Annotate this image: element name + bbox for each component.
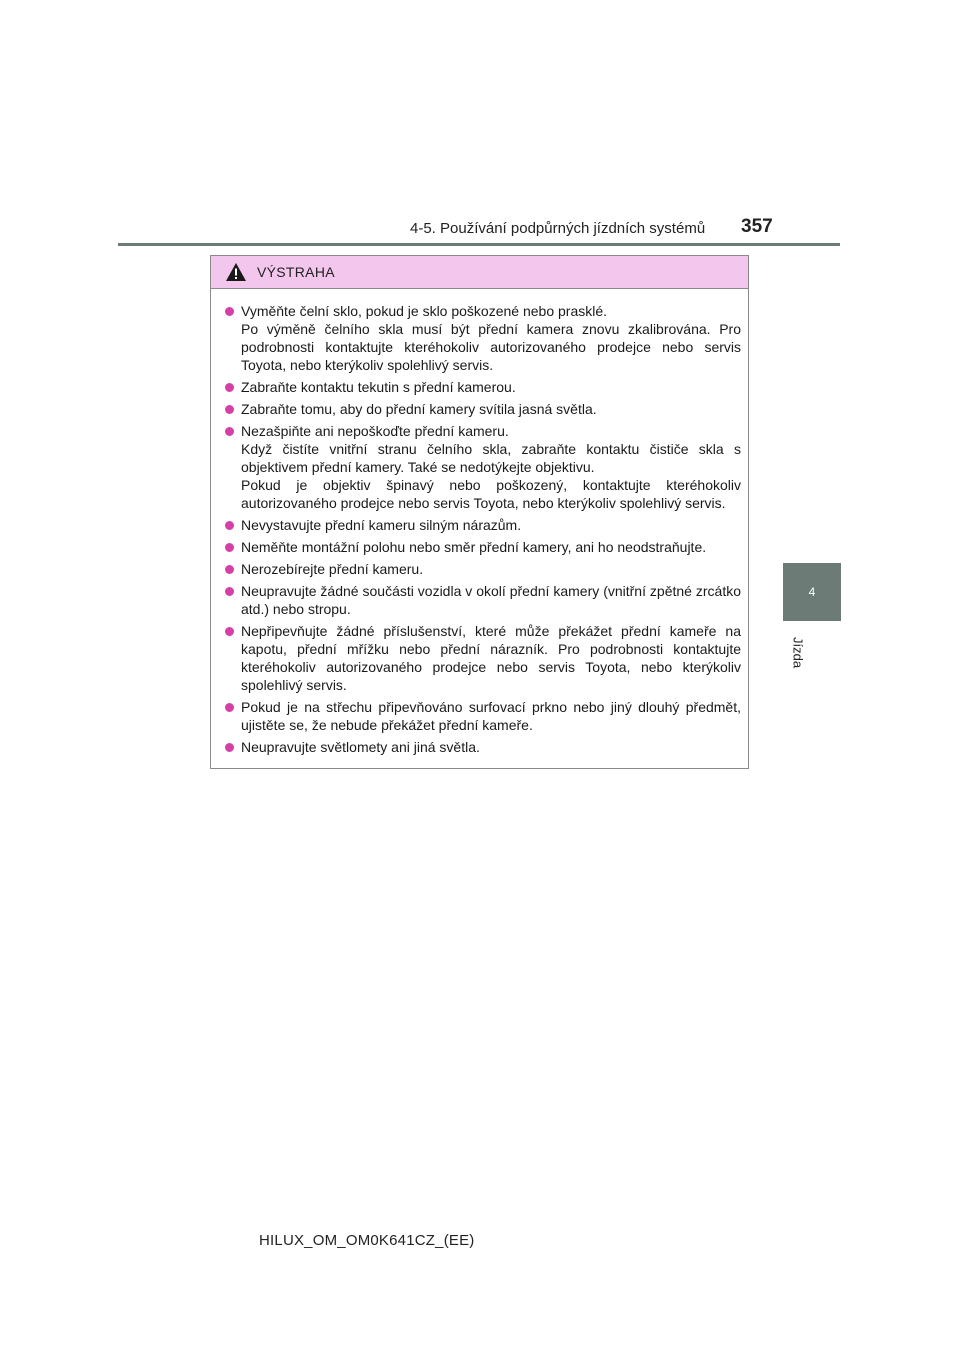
chapter-tab <box>783 563 841 621</box>
warning-item-text <box>241 622 741 694</box>
header-divider <box>118 243 840 246</box>
warning-item <box>225 516 741 534</box>
bullet-icon <box>225 627 234 636</box>
bullet-icon <box>225 521 234 530</box>
bullet-icon <box>225 543 234 552</box>
warning-triangle-icon <box>225 262 247 282</box>
warning-box <box>210 255 749 769</box>
warning-item-line: Když čistíte vnitřní stranu čelního skla, zabraňte kontaktu čističe skla s objektivem přední kamery. Také se nedotýkejte objektivu. <box>241 441 741 475</box>
bullet-icon <box>225 307 234 316</box>
section-title: 4-5. Používání podpůrných jízdních systémů <box>410 220 706 237</box>
warning-title: VÝSTRAHA <box>257 264 335 280</box>
warning-item-text <box>241 302 741 374</box>
bullet-icon <box>225 565 234 574</box>
warning-item-line: Neupravujte světlomety ani jiná světla. <box>241 739 480 755</box>
warning-item <box>225 698 741 734</box>
warning-item <box>225 738 741 756</box>
bullet-icon <box>225 587 234 596</box>
warning-item-line: Nepřipevňujte žádné příslušenství, které může překážet přední kameře na kapotu, přední mřížku nebo přední nárazník. Pro podrobnosti kontaktujte kteréhokoliv autorizovaného prodejce nebo servis Toyota, nebo kterýkoliv spolehlivý servis. <box>241 623 741 693</box>
warning-header <box>211 256 748 289</box>
warning-item-line: Po výměně čelního skla musí být přední kamera znovu zkalibrována. Pro podrobnosti kontaktujte kteréhokoliv autorizovaného prodejce nebo servis Toyota, nebo kterýkoliv spolehlivý servis. <box>241 321 741 373</box>
warning-item <box>225 538 741 556</box>
warning-item-text <box>241 582 741 618</box>
bullet-icon <box>225 427 234 436</box>
warning-item-line: Neupravujte žádné součásti vozidla v okolí přední kamery (vnitřní zpětné zrcátko atd.) nebo stropu. <box>241 583 741 617</box>
warning-item-text <box>241 422 741 512</box>
bullet-icon <box>225 405 234 414</box>
warning-item-line: Nevystavujte přední kameru silným nárazům. <box>241 517 522 533</box>
warning-item-text <box>241 378 741 396</box>
warning-item-line: Nezašpiňte ani nepoškoďte přední kameru. <box>241 423 509 439</box>
warning-item-line: Vyměňte čelní sklo, pokud je sklo poškozené nebo prasklé. <box>241 303 608 319</box>
warning-item <box>225 302 741 374</box>
bullet-icon <box>225 703 234 712</box>
warning-item <box>225 582 741 618</box>
warning-item-text <box>241 560 741 578</box>
warning-item <box>225 422 741 512</box>
warning-item-text <box>241 698 741 734</box>
warning-item-line: Nerozebírejte přední kameru. <box>241 561 424 577</box>
warning-list <box>211 289 748 756</box>
bullet-icon <box>225 743 234 752</box>
warning-item <box>225 378 741 396</box>
chapter-number: 4 <box>808 585 816 599</box>
warning-item-line: Pokud je na střechu připevňováno surfovací prkno nebo jiný dlouhý předmět, ujistěte se, že nebude překážet přední kameře. <box>241 699 741 733</box>
warning-item-line: Zabraňte kontaktu tekutin s přední kamerou. <box>241 379 516 395</box>
warning-item-text <box>241 516 741 534</box>
warning-item-text <box>241 538 741 556</box>
warning-item <box>225 560 741 578</box>
page-number: 357 <box>741 216 773 237</box>
chapter-label: Jízda <box>790 637 806 669</box>
warning-item-line: Neměňte montážní polohu nebo směr přední kamery, ani ho neodstraňujte. <box>241 539 707 555</box>
document-code: HILUX_OM_OM0K641CZ_(EE) <box>259 1232 475 1249</box>
warning-item <box>225 400 741 418</box>
warning-item <box>225 622 741 694</box>
warning-item-text <box>241 400 741 418</box>
warning-item-line: Pokud je objektiv špinavý nebo poškozený, kontaktujte kteréhokoliv autorizovaného prodejce nebo servis Toyota, nebo kterýkoliv spolehlivý servis. <box>241 477 741 511</box>
warning-item-line: Zabraňte tomu, aby do přední kamery svítila jasná světla. <box>241 401 597 417</box>
warning-item-text <box>241 738 741 756</box>
bullet-icon <box>225 383 234 392</box>
